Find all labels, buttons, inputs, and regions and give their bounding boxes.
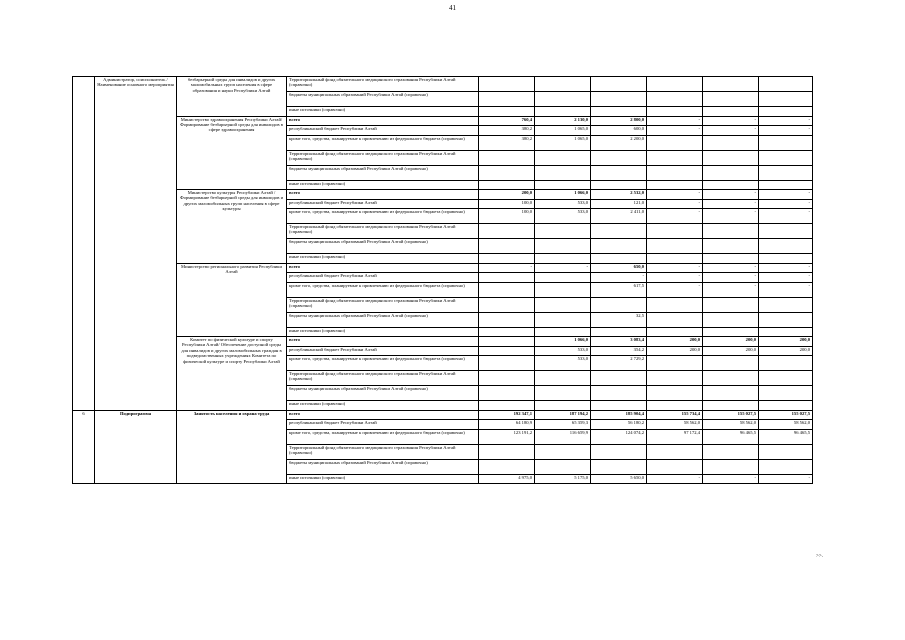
table-row xyxy=(73,337,813,347)
value-cell: 200,0 xyxy=(703,346,759,356)
value-cell xyxy=(479,371,535,386)
value-cell xyxy=(535,459,591,474)
value-cell: - xyxy=(759,273,813,283)
value-cell: 100,0 xyxy=(479,199,535,209)
value-cell: 200,0 xyxy=(759,337,813,347)
value-cell xyxy=(479,297,535,312)
source-label-cell: Территориальный фонд обязательного медицинского страхования Республики Алтай (справочно) xyxy=(287,150,479,165)
value-cell: - xyxy=(647,474,703,484)
value-cell xyxy=(591,254,647,264)
source-label-cell: всего xyxy=(287,410,479,420)
value-cell: 200,0 xyxy=(703,337,759,347)
source-label-cell: Территориальный фонд обязательного медицинского страхования Республики Алтай (справочно) xyxy=(287,371,479,386)
source-label-cell: бюджеты муниципальных образований Республики Алтай (справочно) xyxy=(287,239,479,254)
value-cell: 185 904,4 xyxy=(591,410,647,420)
value-cell: 58 562,0 xyxy=(759,420,813,430)
source-label-cell: бюджеты муниципальных образований Республики Алтай (справочно) xyxy=(287,386,479,401)
value-cell: - xyxy=(703,190,759,200)
value-cell xyxy=(591,327,647,337)
value-cell: 96 465,5 xyxy=(759,429,813,444)
value-cell: 123 191,2 xyxy=(479,429,535,444)
value-cell xyxy=(479,180,535,190)
value-cell xyxy=(479,254,535,264)
source-label-cell: бюджеты муниципальных образований Республики Алтай (справочно) xyxy=(287,165,479,180)
value-cell xyxy=(479,401,535,411)
value-cell xyxy=(759,356,813,371)
source-label-cell: иные источники (справочно) xyxy=(287,107,479,117)
value-cell xyxy=(479,273,535,283)
table-row xyxy=(73,190,813,200)
value-cell: 58 562,0 xyxy=(647,420,703,430)
value-cell: - xyxy=(647,209,703,224)
value-cell xyxy=(703,224,759,239)
source-label-cell: иные источники (справочно) xyxy=(287,474,479,484)
value-cell: - xyxy=(479,263,535,273)
value-cell: 124 074,2 xyxy=(591,429,647,444)
value-cell: 155 027,5 xyxy=(703,410,759,420)
value-cell xyxy=(759,371,813,386)
value-cell: - xyxy=(703,273,759,283)
source-label-cell: Территориальный фонд обязательного медицинского страхования Республики Алтай (справочно) xyxy=(287,77,479,92)
value-cell: 200,0 xyxy=(479,190,535,200)
value-cell xyxy=(703,165,759,180)
value-cell: 1 065,0 xyxy=(535,135,591,150)
source-label-cell: кроме того, средства, планируемые к привлечению из федерального бюджета (справочно) xyxy=(287,209,479,224)
source-label-cell: иные источники (справочно) xyxy=(287,180,479,190)
source-label-cell: бюджеты муниципальных образований Республики Алтай (справочно) xyxy=(287,459,479,474)
value-cell: 2 411,0 xyxy=(591,209,647,224)
value-cell: 5 650,0 xyxy=(591,474,647,484)
value-cell: 2 532,0 xyxy=(591,190,647,200)
source-label-cell: Территориальный фонд обязательного медицинского страхования Республики Алтай (справочно) xyxy=(287,297,479,312)
value-cell xyxy=(647,107,703,117)
value-cell xyxy=(479,165,535,180)
value-cell: 65 359,3 xyxy=(535,420,591,430)
value-cell xyxy=(591,224,647,239)
value-cell xyxy=(535,297,591,312)
value-cell: 533,0 xyxy=(535,356,591,371)
value-cell xyxy=(647,92,703,107)
value-cell xyxy=(703,312,759,327)
value-cell xyxy=(479,327,535,337)
value-cell: - xyxy=(647,263,703,273)
value-cell: 155 734,4 xyxy=(647,410,703,420)
value-cell: 354,2 xyxy=(591,346,647,356)
table-row xyxy=(73,77,813,92)
value-cell xyxy=(647,356,703,371)
value-cell: 56 180,2 xyxy=(591,420,647,430)
value-cell xyxy=(703,459,759,474)
value-cell xyxy=(591,92,647,107)
value-cell xyxy=(479,282,535,297)
value-cell xyxy=(647,297,703,312)
value-cell xyxy=(703,180,759,190)
value-cell xyxy=(647,312,703,327)
value-cell xyxy=(759,92,813,107)
value-cell: - xyxy=(703,199,759,209)
value-cell: 97 172,4 xyxy=(647,429,703,444)
value-cell xyxy=(535,165,591,180)
value-cell xyxy=(479,107,535,117)
value-cell: 200,0 xyxy=(647,337,703,347)
value-cell xyxy=(591,165,647,180)
value-cell xyxy=(759,444,813,459)
value-cell: - xyxy=(759,282,813,297)
value-cell: - xyxy=(759,116,813,126)
value-cell xyxy=(703,254,759,264)
table-row xyxy=(73,116,813,126)
value-cell xyxy=(535,444,591,459)
value-cell xyxy=(759,150,813,165)
subprogram-name-cell: Занятость населения и охрана труда xyxy=(177,410,287,484)
value-cell: 3 083,4 xyxy=(591,337,647,347)
value-cell xyxy=(647,77,703,92)
value-cell: - xyxy=(759,209,813,224)
source-label-cell: кроме того, средства, планируемые к привлечению из федерального бюджета (справочно) xyxy=(287,135,479,150)
value-cell: 200,0 xyxy=(647,346,703,356)
source-label-cell: республиканский бюджет Республики Алтай xyxy=(287,273,479,283)
value-cell xyxy=(759,239,813,254)
value-cell: 1 066,0 xyxy=(535,337,591,347)
value-cell xyxy=(647,180,703,190)
value-cell xyxy=(647,444,703,459)
value-cell xyxy=(647,401,703,411)
value-cell: - xyxy=(647,273,703,283)
value-cell xyxy=(759,135,813,150)
source-label-cell: республиканский бюджет Республики Алтай xyxy=(287,346,479,356)
value-cell xyxy=(479,150,535,165)
value-cell xyxy=(479,224,535,239)
value-cell xyxy=(703,297,759,312)
value-cell: - xyxy=(703,474,759,484)
value-cell xyxy=(647,371,703,386)
value-cell: - xyxy=(703,282,759,297)
value-cell: 1 065,0 xyxy=(535,126,591,136)
value-cell xyxy=(479,444,535,459)
organization-cell: Комитет по физической культуре и спорту Республики Алтай/ Обеспечение доступной среды для инвалидов и других маломобильных граждан в подведомственных учреждениях Комитета по физической культуре и спорту Республики Алтай xyxy=(177,337,287,411)
value-cell xyxy=(535,282,591,297)
organization-cell: Министерство культуры Республики Алтай /Формирование безбарьерной среды для инвалидов и других маломобильных групп населения в сфере культуры xyxy=(177,190,287,264)
value-cell: - xyxy=(703,263,759,273)
source-label-cell: иные источники (справочно) xyxy=(287,327,479,337)
value-cell xyxy=(703,150,759,165)
value-cell: - xyxy=(703,126,759,136)
value-cell xyxy=(479,386,535,401)
source-label-cell: республиканский бюджет Республики Алтай xyxy=(287,199,479,209)
value-cell xyxy=(535,92,591,107)
organization-cell: Министерство регионального развития Республики Алтай xyxy=(177,263,287,337)
source-label-cell: иные источники (справочно) xyxy=(287,401,479,411)
value-cell xyxy=(535,312,591,327)
value-cell: 650,0 xyxy=(591,263,647,273)
value-cell: - xyxy=(647,116,703,126)
value-cell xyxy=(535,77,591,92)
value-cell xyxy=(647,224,703,239)
value-cell xyxy=(759,312,813,327)
value-cell: 760,4 xyxy=(479,116,535,126)
value-cell xyxy=(535,107,591,117)
source-label-cell: бюджеты муниципальных образований Республики Алтай (справочно) xyxy=(287,92,479,107)
administrator-cell: Администратор, соисполнитель / Наименование основного мероприятия xyxy=(95,77,177,411)
value-cell xyxy=(479,239,535,254)
value-cell xyxy=(647,239,703,254)
value-cell xyxy=(535,239,591,254)
value-cell xyxy=(535,180,591,190)
value-cell xyxy=(647,386,703,401)
value-cell xyxy=(591,459,647,474)
value-cell xyxy=(703,356,759,371)
value-cell xyxy=(479,459,535,474)
value-cell: - xyxy=(759,263,813,273)
value-cell xyxy=(703,135,759,150)
value-cell: 96 465,5 xyxy=(703,429,759,444)
value-cell xyxy=(759,165,813,180)
value-cell: - xyxy=(703,116,759,126)
value-cell xyxy=(759,107,813,117)
value-cell: 380,2 xyxy=(479,126,535,136)
subprogram-number-cell: 6 xyxy=(73,410,95,484)
source-label-cell: всего xyxy=(287,263,479,273)
value-cell xyxy=(647,135,703,150)
value-cell: 2 800,0 xyxy=(591,116,647,126)
source-label-cell: республиканский бюджет Республики Алтай xyxy=(287,420,479,430)
source-label-cell: иные источники (справочно) xyxy=(287,254,479,264)
value-cell: - xyxy=(703,209,759,224)
source-label-cell: кроме того, средства, планируемые к привлечению из федерального бюджета (справочно) xyxy=(287,429,479,444)
value-cell xyxy=(647,165,703,180)
value-cell xyxy=(759,401,813,411)
value-cell xyxy=(703,239,759,254)
source-label-cell: всего xyxy=(287,190,479,200)
value-cell xyxy=(479,356,535,371)
value-cell xyxy=(591,444,647,459)
value-cell xyxy=(535,254,591,264)
value-cell xyxy=(591,150,647,165)
subprogram-type-cell: Подпрограмма xyxy=(95,410,177,484)
value-cell xyxy=(759,254,813,264)
value-cell xyxy=(759,180,813,190)
table-row xyxy=(73,410,813,420)
value-cell: - xyxy=(591,273,647,283)
value-cell xyxy=(647,254,703,264)
value-cell xyxy=(479,77,535,92)
value-cell xyxy=(479,92,535,107)
value-cell: - xyxy=(535,263,591,273)
value-cell xyxy=(759,386,813,401)
value-cell xyxy=(535,273,591,283)
value-cell xyxy=(535,150,591,165)
value-cell: 32,5 xyxy=(591,312,647,327)
value-cell: 58 562,0 xyxy=(703,420,759,430)
value-cell: 5 175,0 xyxy=(535,474,591,484)
value-cell xyxy=(479,337,535,347)
value-cell: 100,0 xyxy=(479,209,535,224)
value-cell xyxy=(759,297,813,312)
value-cell: - xyxy=(647,190,703,200)
page-number: 41 xyxy=(449,4,456,12)
value-cell: 2 200,0 xyxy=(591,135,647,150)
value-cell: - xyxy=(759,190,813,200)
value-cell: 600,0 xyxy=(591,126,647,136)
organization-cell: безбарьерной среды для инвалидов и других маломобильных групп населения в сфере образования и науки Республики Алтай xyxy=(177,77,287,117)
value-cell: 533,0 xyxy=(535,209,591,224)
value-cell xyxy=(759,327,813,337)
value-cell: 1 066,0 xyxy=(535,190,591,200)
number-cell xyxy=(73,77,95,411)
value-cell xyxy=(591,401,647,411)
value-cell: - xyxy=(759,199,813,209)
source-label-cell: кроме того, средства, планируемые к привлечению из федерального бюджета (справочно) xyxy=(287,282,479,297)
value-cell: - xyxy=(647,126,703,136)
value-cell xyxy=(703,401,759,411)
source-label-cell: всего xyxy=(287,116,479,126)
value-cell xyxy=(591,386,647,401)
value-cell: 200,0 xyxy=(759,346,813,356)
table-row xyxy=(73,263,813,273)
value-cell: 533,0 xyxy=(535,199,591,209)
value-cell xyxy=(647,327,703,337)
value-cell xyxy=(759,224,813,239)
value-cell xyxy=(703,386,759,401)
value-cell xyxy=(535,386,591,401)
value-cell xyxy=(703,77,759,92)
value-cell: 2 729,2 xyxy=(591,356,647,371)
value-cell xyxy=(703,371,759,386)
value-cell xyxy=(759,77,813,92)
continue-mark: >>. xyxy=(816,554,823,559)
value-cell xyxy=(591,371,647,386)
value-cell: 155 027,5 xyxy=(759,410,813,420)
value-cell: - xyxy=(759,474,813,484)
value-cell: - xyxy=(647,282,703,297)
value-cell xyxy=(535,327,591,337)
value-cell xyxy=(479,312,535,327)
value-cell xyxy=(591,180,647,190)
source-label-cell: Территориальный фонд обязательного медицинского страхования Республики Алтай (справочно) xyxy=(287,224,479,239)
source-label-cell: всего xyxy=(287,337,479,347)
source-label-cell: бюджеты муниципальных образований Республики Алтай (справочно) xyxy=(287,312,479,327)
value-cell xyxy=(591,239,647,254)
value-cell: - xyxy=(759,126,813,136)
budget-table xyxy=(72,76,813,484)
value-cell: 116 659,9 xyxy=(535,429,591,444)
value-cell xyxy=(759,459,813,474)
value-cell: 64 180,9 xyxy=(479,420,535,430)
value-cell: 380,2 xyxy=(479,135,535,150)
value-cell xyxy=(535,371,591,386)
value-cell xyxy=(479,346,535,356)
value-cell: 4 975,0 xyxy=(479,474,535,484)
value-cell xyxy=(591,297,647,312)
value-cell: 533,0 xyxy=(535,346,591,356)
value-cell xyxy=(591,107,647,117)
value-cell: 192 347,1 xyxy=(479,410,535,420)
value-cell xyxy=(703,107,759,117)
value-cell xyxy=(647,459,703,474)
value-cell: - xyxy=(647,199,703,209)
value-cell xyxy=(703,92,759,107)
value-cell xyxy=(535,401,591,411)
source-label-cell: республиканский бюджет Республики Алтай xyxy=(287,126,479,136)
value-cell xyxy=(703,327,759,337)
organization-cell: Министерство здравоохранения Республики Алтай/ Формирование безбарьерной среды для инвалидов в сфере здравоохранения xyxy=(177,116,287,190)
value-cell xyxy=(591,77,647,92)
source-label-cell: кроме того, средства, планируемые к привлечению из федерального бюджета (справочно) xyxy=(287,356,479,371)
value-cell xyxy=(703,444,759,459)
value-cell xyxy=(535,224,591,239)
value-cell: 2 130,0 xyxy=(535,116,591,126)
source-label-cell: Территориальный фонд обязательного медицинского страхования Республики Алтай (справочно) xyxy=(287,444,479,459)
value-cell: 617,5 xyxy=(591,282,647,297)
value-cell xyxy=(647,150,703,165)
value-cell: 121,0 xyxy=(591,199,647,209)
value-cell: 187 194,2 xyxy=(535,410,591,420)
